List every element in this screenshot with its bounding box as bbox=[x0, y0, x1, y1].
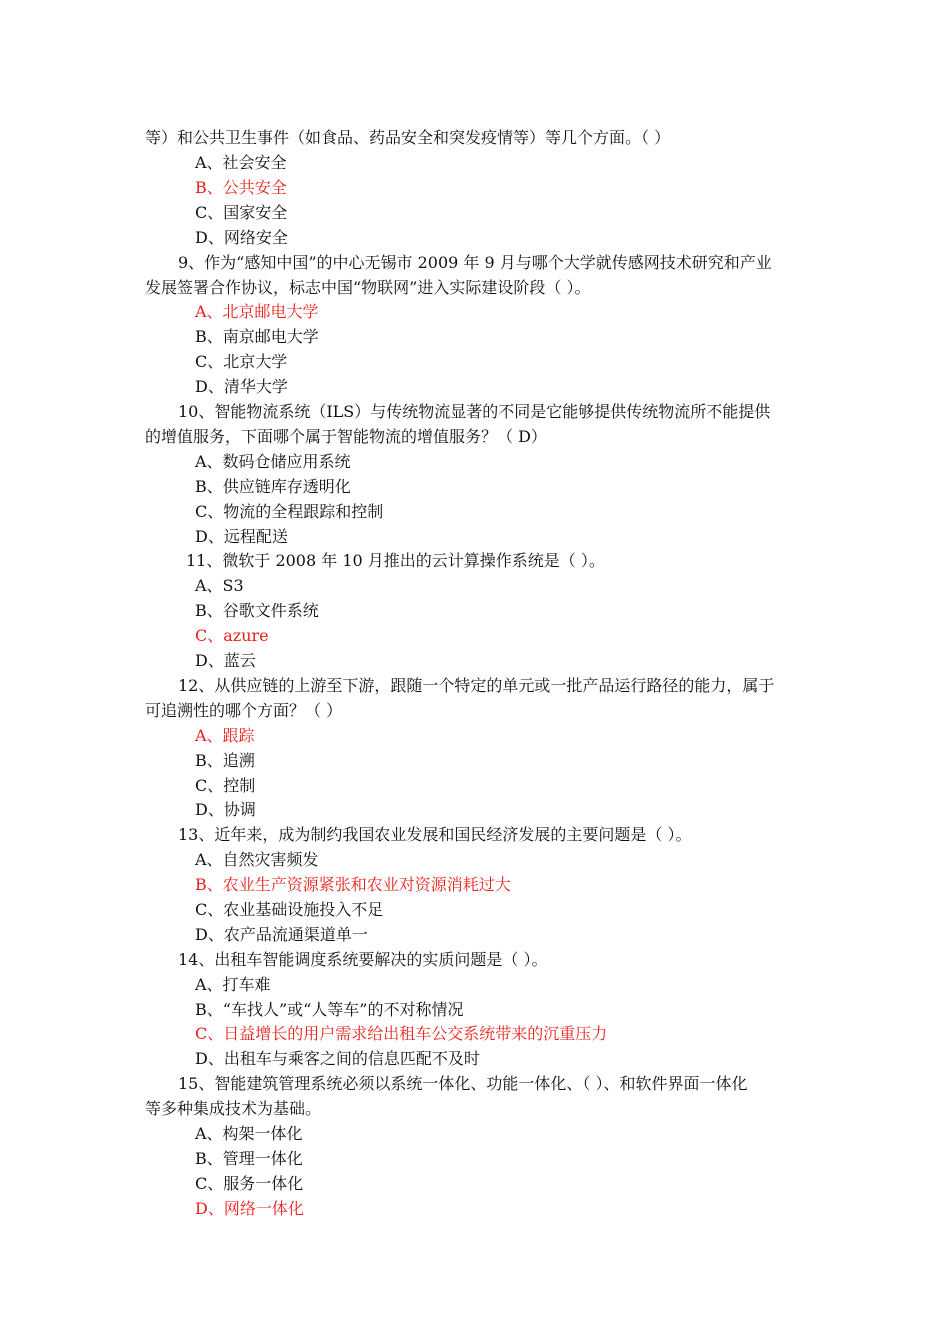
question-15-option-d-correct: D、网络一体化 bbox=[195, 1199, 304, 1218]
question-13-text: 13、近年来，成为制约我国农业发展和国民经济发展的主要问题是（ ）。 bbox=[178, 825, 692, 844]
question-13-option-c: C、农业基础设施投入不足 bbox=[195, 900, 384, 919]
question-14-option-c-correct: C、日益增长的用户需求给出租车公交系统带来的沉重压力 bbox=[195, 1024, 608, 1043]
question-10-text: 10、智能物流系统（ILS）与传统物流显著的不同是它能够提供传统物流所不能提供 bbox=[178, 402, 771, 421]
question-14-option-b: B、“车找人”或“人等车”的不对称情况 bbox=[195, 1000, 464, 1019]
question-12-option-a-correct: A、跟踪 bbox=[195, 726, 255, 745]
question-9-option-d: D、清华大学 bbox=[195, 377, 288, 396]
question-8-option-c: C、国家安全 bbox=[195, 203, 288, 222]
question-13-option-a: A、自然灾害频发 bbox=[195, 850, 319, 869]
question-10-option-b: B、供应链库存透明化 bbox=[195, 477, 351, 496]
question-11-option-b: B、谷歌文件系统 bbox=[195, 601, 319, 620]
question-15-text: 15、智能建筑管理系统必须以系统一体化、功能一体化、（ ）、和软件界面一体化 bbox=[178, 1074, 748, 1093]
question-11-option-c-correct: C、azure bbox=[195, 626, 269, 645]
question-10-option-a: A、数码仓储应用系统 bbox=[195, 452, 351, 471]
question-11-option-a: A、S3 bbox=[195, 576, 244, 595]
question-8-option-b-correct: B、公共安全 bbox=[195, 178, 287, 197]
question-8-option-a: A、社会安全 bbox=[195, 153, 287, 172]
question-11-text: 11、微软于 2008 年 10 月推出的云计算操作系统是（ ）。 bbox=[186, 551, 605, 570]
question-11-option-d: D、蓝云 bbox=[195, 651, 256, 670]
question-15-option-c: C、服务一体化 bbox=[195, 1174, 304, 1193]
question-13-option-d: D、农产品流通渠道单一 bbox=[195, 925, 368, 944]
question-14-option-a: A、打车难 bbox=[195, 975, 271, 994]
question-9-text: 9、作为“感知中国”的中心无锡市 2009 年 9 月与哪个大学就传感网技术研究和产业 bbox=[178, 253, 772, 272]
question-12-text: 12、从供应链的上游至下游，跟随一个特定的单元或一批产品运行路径的能力，属于 bbox=[178, 676, 775, 695]
question-9-option-a-correct: A、北京邮电大学 bbox=[195, 302, 319, 321]
question-12-option-d: D、协调 bbox=[195, 800, 256, 819]
question-10-option-c: C、物流的全程跟踪和控制 bbox=[195, 502, 384, 521]
question-9-option-c: C、北京大学 bbox=[195, 352, 288, 371]
question-15-option-a: A、构架一体化 bbox=[195, 1124, 303, 1143]
question-9-option-b: B、南京邮电大学 bbox=[195, 327, 319, 346]
question-14-option-d: D、出租车与乘客之间的信息匹配不及时 bbox=[195, 1049, 480, 1068]
question-15-text-cont: 等多种集成技术为基础。 bbox=[145, 1099, 322, 1118]
question-8-continuation: 等）和公共卫生事件（如食品、药品安全和突发疫情等）等几个方面。（ ） bbox=[145, 128, 671, 147]
question-12-option-c: C、控制 bbox=[195, 776, 256, 795]
question-13-option-b-correct: B、农业生产资源紧张和农业对资源消耗过大 bbox=[195, 875, 511, 894]
question-8-option-d: D、网络安全 bbox=[195, 228, 288, 247]
question-10-text-cont: 的增值服务，下面哪个属于智能物流的增值服务？（ D） bbox=[145, 427, 547, 446]
question-12-text-cont: 可追溯性的哪个方面？（ ） bbox=[145, 701, 343, 720]
question-10-option-d: D、远程配送 bbox=[195, 527, 288, 546]
question-15-option-b: B、管理一体化 bbox=[195, 1149, 303, 1168]
question-14-text: 14、出租车智能调度系统要解决的实质问题是（ ）。 bbox=[178, 950, 548, 969]
question-9-text-cont: 发展签署合作协议，标志中国“物联网”进入实际建设阶段（ ）。 bbox=[145, 278, 591, 297]
question-12-option-b: B、追溯 bbox=[195, 751, 255, 770]
